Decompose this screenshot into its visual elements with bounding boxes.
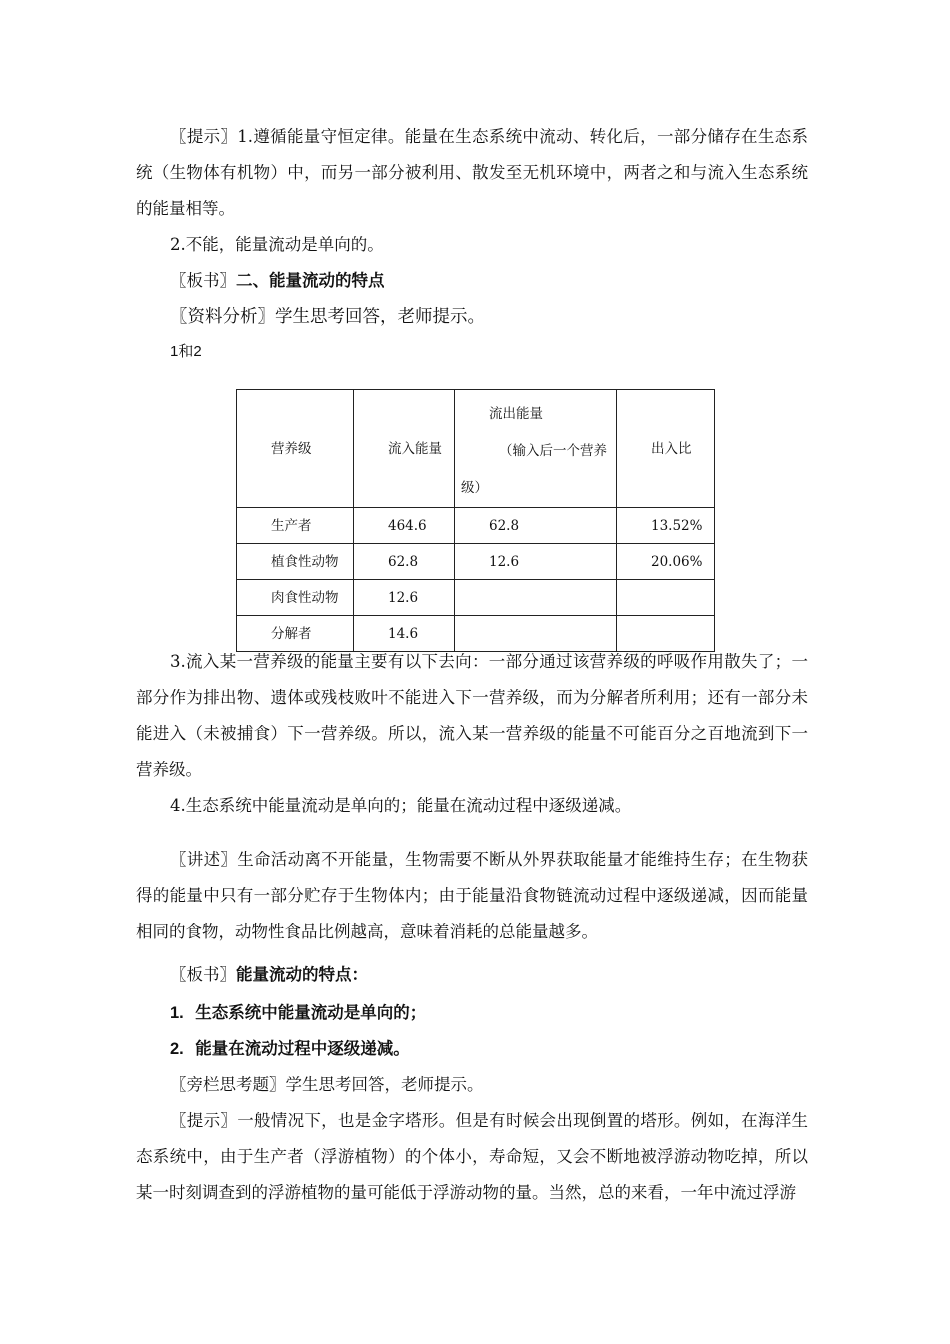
point-1: 1. 生态系统中能量流动是单向的； (170, 1003, 427, 1022)
cell-inflow: 14.6 (354, 616, 455, 652)
cell-level: 生产者 (237, 508, 354, 544)
cell-ratio: 20.06% (617, 544, 715, 580)
analysis-paragraph: 〖资料分析〗学生思考回答，老师提示。 (170, 307, 485, 327)
cell-inflow: 12.6 (354, 580, 455, 616)
table-header-row (237, 390, 715, 508)
paragraph-4: 4.生态系统中能量流动是单向的；能量在流动过程中逐级递减。 (170, 796, 632, 815)
cell-level: 分解者 (237, 616, 354, 652)
cell-inflow: 464.6 (354, 508, 455, 544)
paragraph-3: 3.流入某一营养级的能量主要有以下去向：一部分通过该营养级的呼吸作用散失了；一部分作为排出物、遗体或残枝败叶不能进入下一营养级，而为分解者所利用；还有一部分未能进入（未被捕食）下一营养级。所以，流入某一营养级的能量不可能百分之百地流到下一营养级。 (136, 652, 808, 779)
point-2: 2. 能量在流动过程中逐级递减。 (170, 1039, 410, 1058)
table-row (237, 508, 715, 544)
table-row (237, 580, 715, 616)
cell-ratio: 13.52% (617, 508, 715, 544)
tip-paragraph-3: 〖提示〗一般情况下，也是金字塔形。但是有时候会出现倒置的塔形。例如，在海洋生态系统中，由于生产者（浮游植物）的个体小，寿命短，又会不断地被浮游动物吃掉，所以某一时刻调查到的浮游植物的量可能低于浮游动物的量。当然，总的来看，一年中流过浮游 (136, 1111, 808, 1202)
board-title: 能量流动的特点： (236, 965, 368, 984)
table-row (237, 544, 715, 580)
cell-inflow: 62.8 (354, 544, 455, 580)
board-prefix: 〖板书〗 (170, 271, 236, 290)
header-level: 营养级 (237, 390, 354, 508)
cell-level: 肉食性动物 (237, 580, 354, 616)
header-inflow: 流入能量 (354, 390, 455, 508)
cell-outflow: 12.6 (455, 544, 617, 580)
lecture-paragraph: 〖讲述〗生命活动离不开能量，生物需要不断从外界获取能量才能维持生存；在生物获得的能量中只有一部分贮存于生物体内；由于能量沿食物链流动过程中逐级递减，因而能量相同的食物，动物性食品比例越高，意味着消耗的总能量越多。 (136, 850, 808, 941)
board-heading-2 (136, 957, 808, 993)
header-ratio: 出入比 (617, 390, 715, 508)
header-outflow: 流出能量 （输入后一个营养 级） (455, 390, 617, 508)
tip-paragraph-1: 〖提示〗1.遵循能量守恒定律。能量在生态系统中流动、转化后，一部分储存在生态系统（生物体有机物）中，而另一部分被利用、散发至无机环境中，两者之和与流入生态系统的能量相等。 (136, 127, 808, 218)
sidebar-question-paragraph: 〖旁栏思考题〗学生思考回答，老师提示。 (170, 1075, 484, 1094)
board-prefix: 〖板书〗 (170, 965, 236, 984)
label-1-and-2: 1和2 (170, 343, 202, 360)
tip-paragraph-2: 2.不能，能量流动是单向的。 (170, 235, 384, 254)
board-title: 二、能量流动的特点 (236, 271, 385, 290)
cell-outflow: 62.8 (455, 508, 617, 544)
cell-outflow (455, 580, 617, 616)
energy-flow-table (236, 389, 715, 652)
cell-level: 植食性动物 (237, 544, 354, 580)
board-heading-1 (136, 263, 808, 299)
cell-ratio (617, 580, 715, 616)
